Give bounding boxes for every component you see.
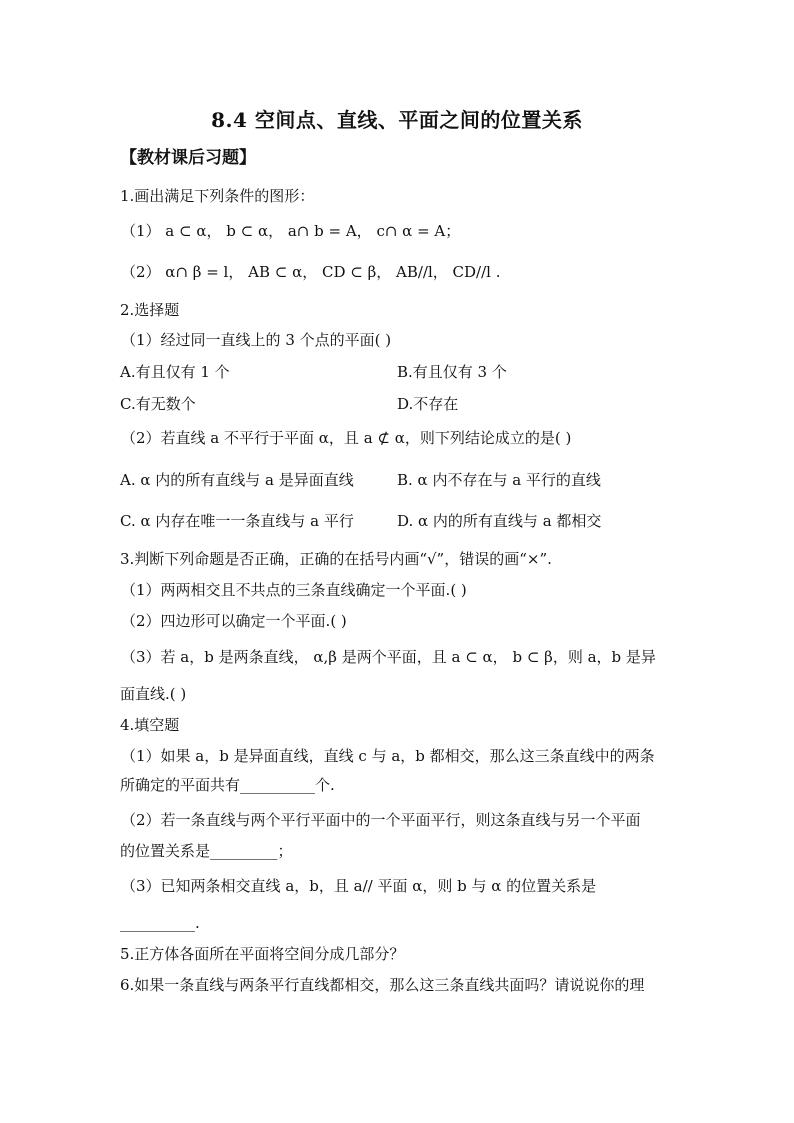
option-c-2: C. α 内存在唯一一条直线与 a 平行	[120, 512, 354, 530]
question-1: 1.画出满足下列条件的图形：	[120, 187, 315, 205]
question-4-part-1: （1）如果 a，b 是异面直线，直线 c 与 a，b 都相交，那么这三条直线中的两条	[121, 747, 655, 765]
question-4-part-2: （2）若一条直线与两个平行平面中的一个平面平行，则这条直线与另一个平面	[121, 811, 641, 829]
option-a: A.有且仅有 1 个	[120, 363, 230, 381]
question-3-part-1: （1）两两相交且不共点的三条直线确定一个平面.( )	[121, 581, 467, 599]
question-3-part-3-cont: 面直线.( )	[120, 685, 187, 703]
question-3-part-2: （2）四边形可以确定一个平面.( )	[121, 612, 347, 630]
question-3-part-3: （3）若 a，b 是两条直线， α,β 是两个平面，且 a ⊂ α， b ⊂ β，则 a，b 是异	[121, 648, 656, 666]
question-4-part-3: （3）已知两条相交直线 a，b，且 a// 平面 α，则 b 与 α 的位置关系是	[121, 877, 597, 895]
question-5: 5.正方体各面所在平面将空间分成几部分？	[120, 945, 405, 963]
question-3: 3.判断下列命题是否正确，正确的在括号内画“√”，错误的画“×”.	[120, 550, 552, 568]
option-c: C.有无数个	[120, 395, 196, 413]
question-1-part-2: （2） α∩ β = l， AB ⊂ α， CD ⊂ β， AB//l， CD//l .	[121, 263, 501, 281]
option-d-2: D. α 内的所有直线与 a 都相交	[397, 512, 602, 530]
option-b-2: B. α 内不存在与 a 平行的直线	[397, 471, 601, 489]
option-d: D.不存在	[397, 395, 459, 413]
question-2-part-1: （1）经过同一直线上的 3 个点的平面( )	[121, 331, 392, 349]
section-heading: 【教材课后习题】	[120, 148, 256, 168]
option-a-2: A. α 内的所有直线与 a 是异面直线	[120, 471, 354, 489]
question-2-part-2: （2）若直线 a 不平行于平面 α，且 a ⊄ α，则下列结论成立的是( )	[121, 429, 572, 447]
question-6: 6.如果一条直线与两条平行直线都相交，那么这三条直线共面吗？请说说你的理	[120, 976, 645, 994]
question-4-part-3-cont: __________.	[120, 914, 200, 932]
question-2: 2.选择题	[120, 301, 180, 319]
document-title: 8.4 空间点、直线、平面之间的位置关系	[211, 108, 583, 132]
question-4-part-1-cont: 所确定的平面共有__________个.	[120, 776, 335, 794]
question-1-part-1: （1） a ⊂ α， b ⊂ α， a∩ b = A， c∩ α = A；	[121, 222, 461, 240]
question-4: 4.填空题	[120, 716, 180, 734]
option-b: B.有且仅有 3 个	[397, 363, 507, 381]
question-4-part-2-cont: 的位置关系是_________；	[120, 842, 293, 860]
